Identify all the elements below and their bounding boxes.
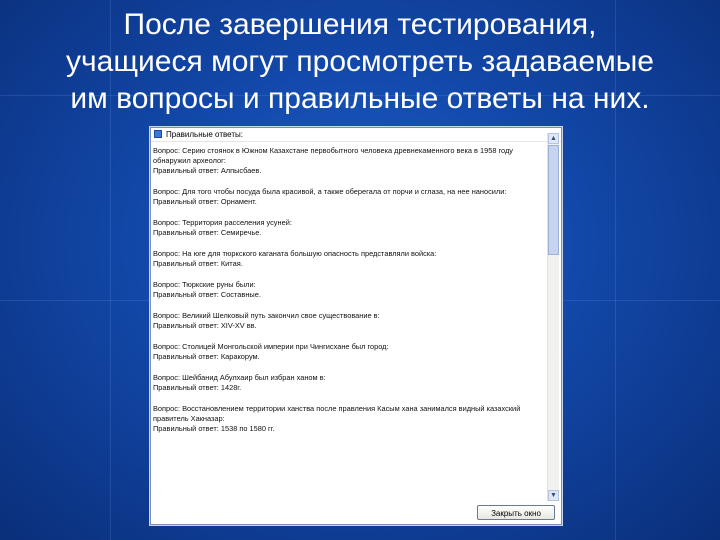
slide-title-line: После завершения тестирования,: [123, 8, 597, 41]
list-item: [153, 218, 545, 238]
list-item: [153, 373, 545, 393]
window-titlebar: [151, 128, 561, 142]
slide-title: [20, 6, 700, 117]
list-item: [153, 187, 545, 207]
question-text: Вопрос: Территория расселения усуней:: [153, 218, 292, 227]
question-text: Вопрос: Великий Шелковый путь закончил свое существование в:: [153, 311, 380, 320]
scroll-thumb[interactable]: [548, 145, 559, 255]
slide-title-line: учащиеся могут просмотреть задаваемые: [66, 45, 654, 78]
app-icon: [154, 130, 162, 138]
answer-text: Правильный ответ: 1428г.: [153, 383, 242, 392]
vertical-scrollbar[interactable]: [547, 133, 559, 501]
answer-text: Правильный ответ: Каракорум.: [153, 352, 260, 361]
slide-title-line: им вопросы и правильные ответы на них.: [70, 82, 650, 115]
window-title: Правильные ответы:: [166, 130, 243, 139]
list-item: [153, 280, 545, 300]
answer-text: Правильный ответ: Алпысбаев.: [153, 166, 262, 175]
list-item: [153, 342, 545, 362]
question-text: Вопрос: Тюркские руны были:: [153, 280, 256, 289]
list-item: [153, 404, 545, 434]
answer-text: Правильный ответ: XIV-XV вв.: [153, 321, 257, 330]
answer-text: Правильный ответ: Китая.: [153, 259, 243, 268]
question-text: Вопрос: Столицей Монгольской империи при Чингисхане был город:: [153, 342, 389, 351]
scroll-up-icon[interactable]: ▲: [548, 133, 559, 144]
answer-text: Правильный ответ: Орнамент.: [153, 197, 257, 206]
list-item: [153, 146, 545, 176]
answers-list: [153, 146, 545, 502]
answer-text: Правильный ответ: Составные.: [153, 290, 261, 299]
question-text: Вопрос: На юге для тюркского каганата большую опасность представляли войска:: [153, 249, 437, 258]
question-text: Вопрос: Шейбанид Абулхаир был избран ханом в:: [153, 373, 326, 382]
answers-window: [150, 127, 562, 525]
question-text: Вопрос: Серию стоянок в Южном Казахстане первобытного человека древнекаменного века в 1958 году обнаружил археолог:: [153, 146, 513, 165]
scroll-down-icon[interactable]: ▼: [548, 490, 559, 501]
question-text: Вопрос: Для того чтобы посуда была красивой, а также оберегала от порчи и сглаза, на нее наносили:: [153, 187, 507, 196]
list-item: [153, 249, 545, 269]
answer-text: Правильный ответ: 1538 по 1580 гг.: [153, 424, 275, 433]
answer-text: Правильный ответ: Семиречье.: [153, 228, 262, 237]
close-window-button[interactable]: Закрыть окно: [477, 505, 555, 520]
list-item: [153, 311, 545, 331]
question-text: Вопрос: Восстановлением территории ханства после правления Касым хана занимался видный казахский правитель Хакназар:: [153, 404, 521, 423]
